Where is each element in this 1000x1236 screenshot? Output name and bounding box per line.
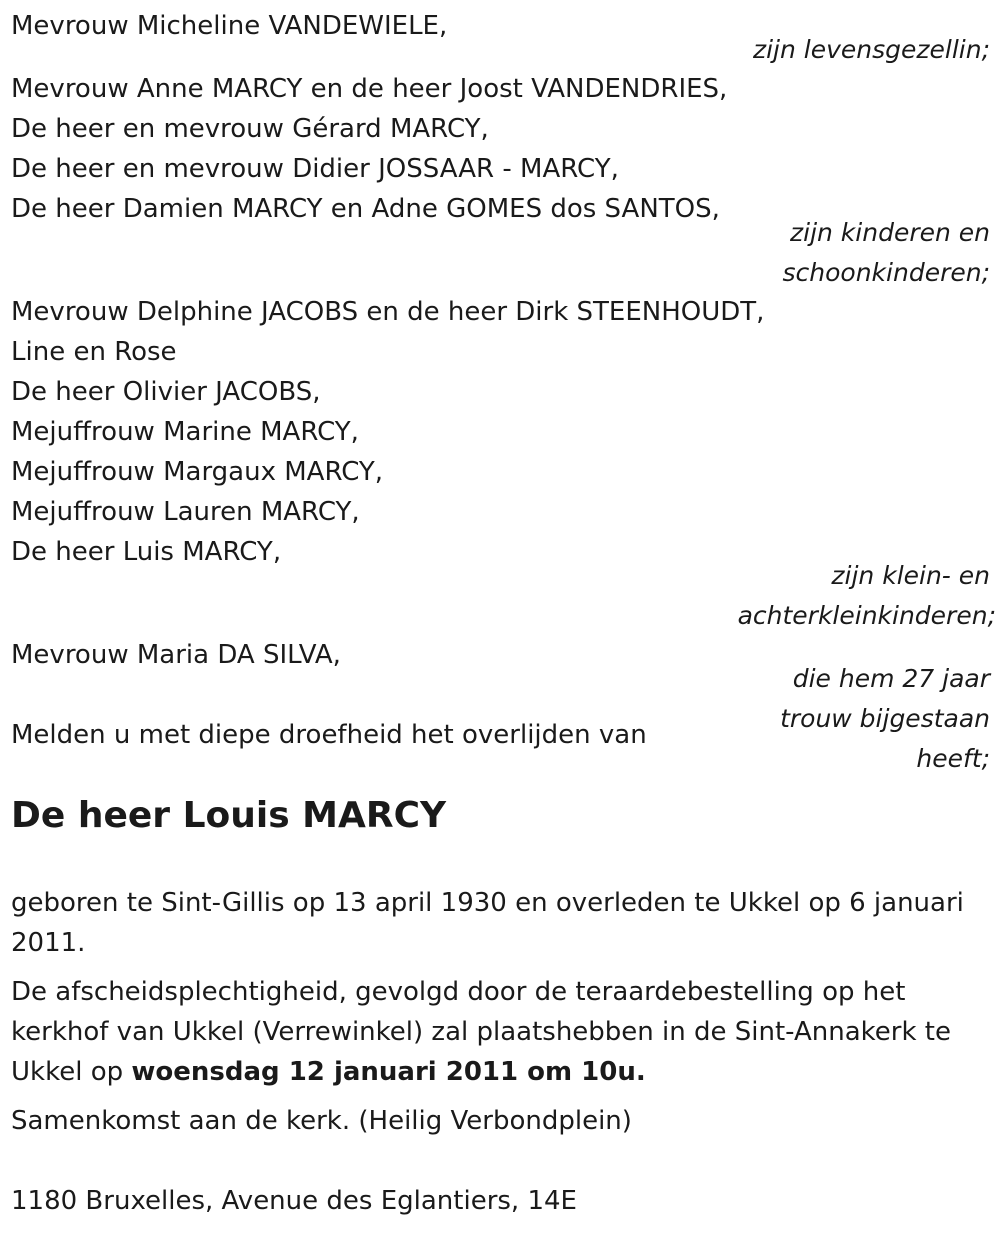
announcement-text: Melden u met diepe droefheid het overlijden van	[11, 720, 647, 750]
ceremony-text: De afscheidsplechtigheid, gevolgd door de teraardebestelling op het kerkhof van Ukkel (Verrewinkel) zal plaatshebben in de Sint-Annakerk te Ukkel op	[11, 977, 951, 1087]
child-line-4: De heer Damien MARCY en Adne GOMES dos SANTOS,	[11, 194, 720, 224]
grandchild-line-5: Mejuffrouw Margaux MARCY,	[11, 457, 384, 487]
children-relation-line-1: zijn kinderen en	[790, 218, 990, 247]
child-line-1: Mevrouw Anne MARCY en de heer Joost VANDENDRIES,	[11, 74, 728, 104]
grandchild-line-7: De heer Luis MARCY,	[11, 537, 282, 567]
deceased-name: De heer Louis MARCY	[11, 795, 447, 836]
child-line-3: De heer en mevrouw Didier JOSSAAR - MARCY,	[11, 154, 619, 184]
children-relation-line-2: schoonkinderen;	[782, 258, 990, 287]
caregiver-relation-line-1: die hem 27 jaar	[792, 664, 990, 693]
partner-name: Mevrouw Micheline VANDEWIELE,	[11, 11, 448, 41]
ceremony-date: woensdag 12 januari 2011 om 10u.	[131, 1057, 646, 1087]
caregiver-relation-line-3: heeft;	[916, 744, 990, 773]
child-line-2: De heer en mevrouw Gérard MARCY,	[11, 114, 489, 144]
caregiver-relation-line-2: trouw bijgestaan	[780, 704, 990, 733]
birth-death-paragraph: geboren te Sint-Gillis op 13 april 1930 en overleden te Ukkel op 6 januari 2011.	[11, 888, 964, 958]
grandchild-line-1: Mevrouw Delphine JACOBS en de heer Dirk STEENHOUDT,	[11, 297, 765, 327]
grandchild-line-4: Mejuffrouw Marine MARCY,	[11, 417, 359, 447]
ceremony-paragraph	[11, 972, 986, 1092]
grandchildren-relation-line-1: zijn klein- en	[831, 561, 990, 590]
caregiver-name: Mevrouw Maria DA SILVA,	[11, 640, 341, 670]
grandchild-line-2: Line en Rose	[11, 337, 177, 367]
partner-relation: zijn levensgezellin;	[752, 35, 990, 64]
grandchildren-relation-line-2: achterkleinkinderen;	[737, 601, 996, 630]
grandchild-line-3: De heer Olivier JACOBS,	[11, 377, 321, 407]
grandchild-line-6: Mejuffrouw Lauren MARCY,	[11, 497, 360, 527]
address-paragraph: 1180 Bruxelles, Avenue des Eglantiers, 14E	[11, 1186, 577, 1216]
gathering-paragraph: Samenkomst aan de kerk. (Heilig Verbondplein)	[11, 1106, 632, 1136]
